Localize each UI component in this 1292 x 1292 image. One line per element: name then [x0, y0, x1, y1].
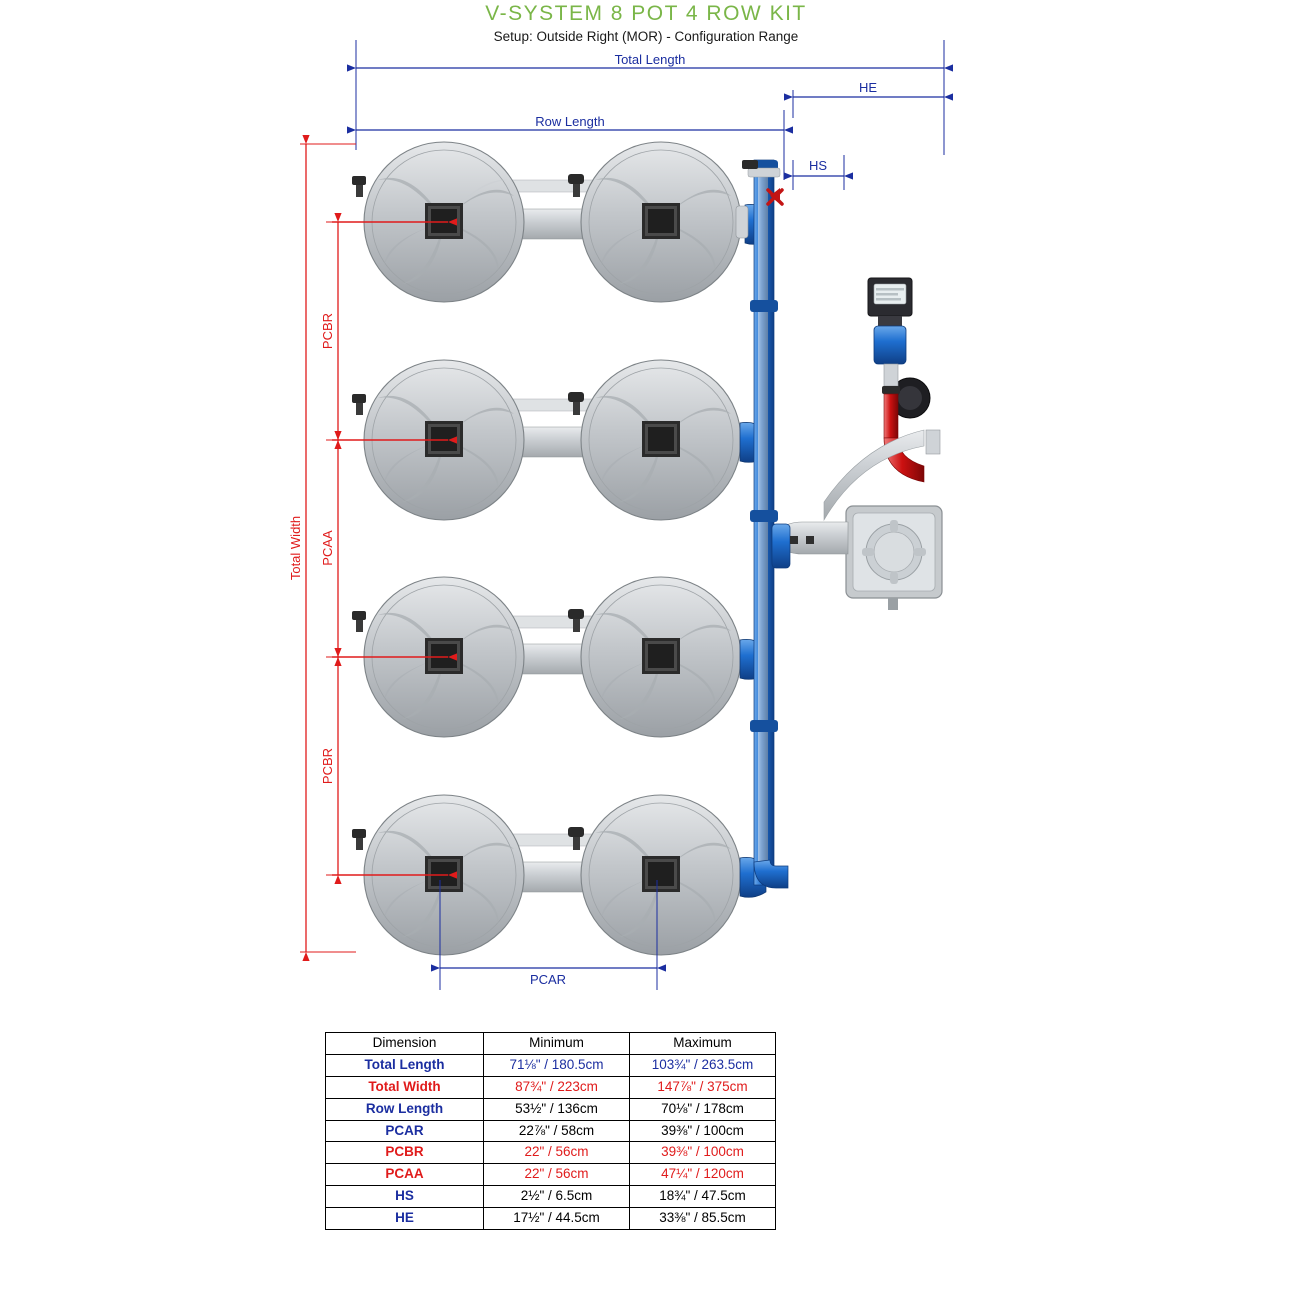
row-max: 33⅜" / 85.5cm: [630, 1208, 776, 1230]
red-centre-lines: [332, 222, 448, 875]
row-max: 103¾" / 263.5cm: [630, 1054, 776, 1076]
label-pcaa: PCAA: [320, 530, 335, 566]
row-label: HS: [326, 1186, 484, 1208]
label-row-length: Row Length: [535, 114, 605, 129]
row-label: PCAR: [326, 1120, 484, 1142]
page-subtitle: Setup: Outside Right (MOR) - Configuration Range: [493, 29, 799, 44]
row-max: 147⅞" / 375cm: [630, 1076, 776, 1098]
pot: [581, 577, 741, 737]
table-row: [326, 1142, 776, 1164]
label-total-length: Total Length: [614, 52, 686, 67]
table-row: [326, 1164, 776, 1186]
label-pcbr-top: PCBR: [320, 312, 335, 350]
page-title: V-SYSTEM 8 POT 4 ROW KIT: [485, 2, 807, 25]
col-minimum: Minimum: [484, 1033, 630, 1055]
table-row: [326, 1208, 776, 1230]
dimension-table: [325, 1032, 776, 1230]
row-label: Total Length: [326, 1054, 484, 1076]
table-row: [326, 1186, 776, 1208]
dimension-pcbr-top: [320, 222, 352, 440]
row-max: 18¾" / 47.5cm: [630, 1186, 776, 1208]
row-min: 71⅛" / 180.5cm: [484, 1054, 630, 1076]
pump-assembly: [772, 278, 942, 610]
dimension-hs: [793, 155, 844, 190]
table-row: [326, 1098, 776, 1120]
dimension-pcaa: [320, 440, 352, 657]
row-min: 87¾" / 223cm: [484, 1076, 630, 1098]
pot: [581, 360, 741, 520]
row-min: 22" / 56cm: [484, 1164, 630, 1186]
label-pcbr-bottom: PCBR: [320, 747, 335, 785]
label-total-width: Total Width: [288, 515, 303, 581]
row-max: 39⅜" / 100cm: [630, 1120, 776, 1142]
label-he: HE: [858, 80, 878, 95]
pot: [581, 795, 741, 955]
row-label: HE: [326, 1208, 484, 1230]
table-row: [326, 1076, 776, 1098]
dimension-he: [793, 80, 944, 118]
col-dimension: Dimension: [326, 1033, 484, 1055]
row-min: 22" / 56cm: [484, 1142, 630, 1164]
row-max: 70⅛" / 178cm: [630, 1098, 776, 1120]
pot: [581, 142, 741, 302]
row-label: PCBR: [326, 1142, 484, 1164]
row-label: Row Length: [326, 1098, 484, 1120]
label-hs: HS: [808, 158, 828, 173]
pot-rows: [352, 142, 769, 955]
row-max: 47¼" / 120cm: [630, 1164, 776, 1186]
row-max: 39⅜" / 100cm: [630, 1142, 776, 1164]
row-min: 17½" / 44.5cm: [484, 1208, 630, 1230]
col-maximum: Maximum: [630, 1033, 776, 1055]
row-min: 2½" / 6.5cm: [484, 1186, 630, 1208]
table-header-row: [326, 1033, 776, 1055]
table-row: [326, 1054, 776, 1076]
row-label: PCAA: [326, 1164, 484, 1186]
label-pcar: PCAR: [529, 972, 567, 987]
dimension-pcbr-bottom: [320, 657, 352, 875]
row-min: 53½" / 136cm: [484, 1098, 630, 1120]
row-min: 22⅞" / 58cm: [484, 1120, 630, 1142]
table-row: [326, 1120, 776, 1142]
row-label: Total Width: [326, 1076, 484, 1098]
